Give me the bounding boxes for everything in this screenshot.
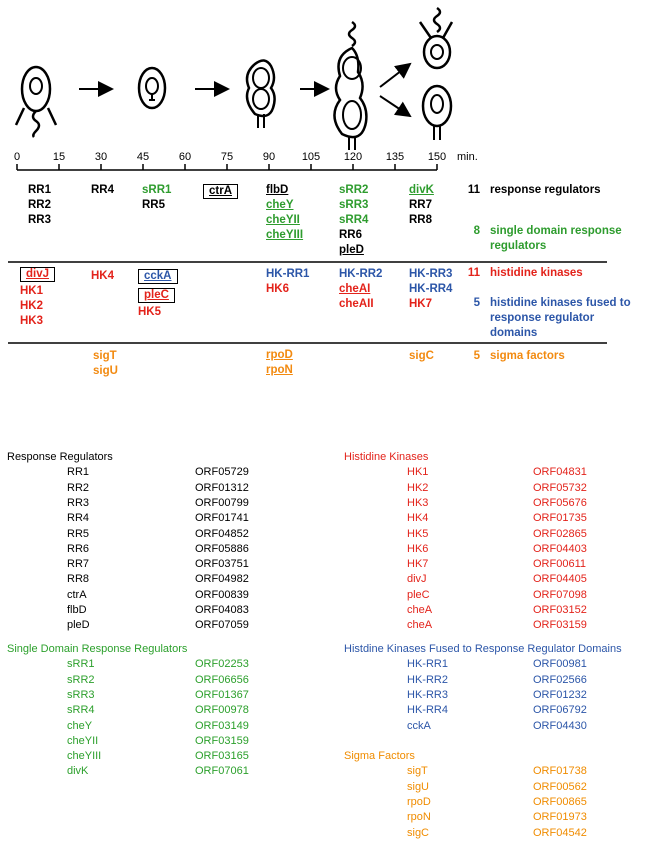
gene-name: RR1 <box>67 466 90 479</box>
gene-name: HK7 <box>407 558 429 571</box>
gene-group <box>266 348 293 378</box>
gene-name: sigC <box>407 826 430 839</box>
gene-name: rpoN <box>407 811 431 824</box>
orf-id: ORF02865 <box>533 527 587 540</box>
elongated-cell <box>247 60 275 128</box>
gene-group <box>28 183 51 228</box>
gene-label: RR8 <box>409 214 433 226</box>
gene-name: sigT <box>407 765 428 778</box>
gene-name: RR6 <box>67 542 90 555</box>
gene-name: sRR1 <box>67 658 95 671</box>
orf-id: ORF01735 <box>533 512 587 525</box>
summary-text: histidine kinases fused to response regulator domains <box>490 297 631 339</box>
gene-label: pleD <box>339 244 364 256</box>
tick-label: 150 <box>427 151 447 163</box>
gene-name: HK-RR2 <box>407 673 448 686</box>
gene-label: sRR3 <box>339 199 369 211</box>
gene-label: sRR4 <box>339 214 369 226</box>
orf-id: ORF05886 <box>195 542 249 555</box>
gene-label: HK-RR4 <box>409 283 453 295</box>
gene-group <box>339 267 382 312</box>
gene-label: RR6 <box>339 229 363 241</box>
orf-id: ORF04831 <box>533 466 587 479</box>
gene-label: HK4 <box>91 270 115 282</box>
orf-id: ORF07059 <box>195 619 249 632</box>
table-title: Sigma Factors <box>344 750 415 762</box>
gene-group <box>266 267 309 297</box>
gene-group <box>409 183 434 228</box>
daughter-stalked-cell <box>423 86 451 140</box>
arrow-4 <box>380 64 410 87</box>
gene-name: HK4 <box>407 512 429 525</box>
gene-name: HK2 <box>407 481 429 494</box>
orf-id: ORF00865 <box>533 795 587 808</box>
gene-name: cckA <box>407 719 431 732</box>
orf-id: ORF04852 <box>195 527 249 540</box>
summary-count: 11 <box>467 267 480 279</box>
gene-label: HK6 <box>266 283 290 295</box>
gene-label: HK-RR3 <box>409 268 453 280</box>
orf-id: ORF05676 <box>533 496 587 509</box>
gene-label: RR4 <box>91 184 115 196</box>
tick-label: 45 <box>136 151 150 163</box>
gene-group <box>142 183 171 213</box>
timeline-unit: min. <box>457 151 478 163</box>
table-title: Response Regulators <box>7 451 113 463</box>
gene-name: cheYII <box>67 734 99 747</box>
orf-id: ORF03751 <box>195 558 249 571</box>
predivisional-cell <box>334 22 366 150</box>
summary-text: histidine kinases <box>490 267 583 279</box>
gene-name: HK-RR4 <box>407 704 448 717</box>
arrow-5 <box>380 96 410 116</box>
gene-name: divJ <box>407 573 427 586</box>
orf-id: ORF01367 <box>195 688 249 701</box>
gene-name: cheY <box>67 719 93 732</box>
orf-id: ORF00839 <box>195 588 249 601</box>
gene-group <box>20 265 55 329</box>
table-title: Histdine Kinases Fused to Response Regulator Domains <box>344 643 622 655</box>
orf-id: ORF07061 <box>195 765 249 778</box>
gene-label: HK-RR2 <box>339 268 383 280</box>
gene-name: HK5 <box>407 527 429 540</box>
gene-label: cheYII <box>266 214 300 226</box>
summary-count: 11 <box>467 184 480 196</box>
gene-label: HK5 <box>138 306 162 318</box>
gene-group <box>409 349 434 364</box>
gene-label: HK2 <box>20 300 44 312</box>
gene-name: cheA <box>407 604 433 616</box>
gene-label: HK3 <box>20 315 44 327</box>
gene-name: HK-RR3 <box>407 688 448 701</box>
gene-label: sigU <box>93 365 118 377</box>
gene-name: HK3 <box>407 496 429 509</box>
tick-label: 60 <box>178 151 192 163</box>
gene-name: RR8 <box>67 573 90 586</box>
gene-label: HK-RR1 <box>266 268 310 280</box>
gene-name: pleD <box>67 619 90 632</box>
tick-label: 120 <box>343 151 363 163</box>
gene-group <box>203 182 238 201</box>
gene-label: rpoN <box>266 364 293 376</box>
summary-text: single domain response regulators <box>490 225 622 252</box>
gene-name: rpoD <box>407 795 431 808</box>
orf-id: ORF05729 <box>195 466 249 479</box>
summary-text: sigma factors <box>490 350 565 362</box>
gene-label: RR7 <box>409 199 433 211</box>
gene-name: divK <box>67 765 89 778</box>
orf-id: ORF00611 <box>533 558 586 571</box>
orf-id: ORF00981 <box>533 658 587 671</box>
gene-label: RR5 <box>142 199 166 211</box>
gene-label: cheAI <box>339 283 371 295</box>
orf-id: ORF06656 <box>195 673 249 686</box>
gene-label: RR2 <box>28 199 52 211</box>
gene-name: sRR3 <box>67 688 95 701</box>
timeline-ticks <box>14 151 478 170</box>
tick-label: 75 <box>220 151 234 163</box>
gene-label: ctrA <box>203 184 238 199</box>
gene-name: flbD <box>67 604 87 616</box>
gene-label: divK <box>409 184 434 196</box>
orf-id: ORF02566 <box>533 673 587 686</box>
gene-label: cheAII <box>339 298 374 310</box>
table-title: Histidine Kinases <box>344 451 429 463</box>
gene-group <box>339 183 368 258</box>
orf-id: ORF03165 <box>195 750 249 763</box>
summary-count: 5 <box>473 350 480 362</box>
gene-name: RR4 <box>67 512 90 525</box>
orf-id: ORF01312 <box>195 481 249 494</box>
gene-label: RR1 <box>28 184 52 196</box>
gene-name: RR2 <box>67 481 90 494</box>
gene-name: RR7 <box>67 558 90 571</box>
orf-id: ORF02253 <box>195 658 249 671</box>
gene-group <box>266 183 303 243</box>
table-title: Single Domain Response Regulators <box>7 643 188 655</box>
gene-group <box>409 267 452 312</box>
orf-id: ORF04542 <box>533 826 587 839</box>
gene-label: RR3 <box>28 214 52 226</box>
orf-id: ORF04982 <box>195 573 249 586</box>
orf-id: ORF04403 <box>533 542 587 555</box>
orf-id: ORF04405 <box>533 573 587 586</box>
orf-id: ORF03149 <box>195 719 249 732</box>
orf-id: ORF00562 <box>533 780 587 793</box>
orf-id: ORF07098 <box>533 588 587 601</box>
orf-id: ORF03152 <box>533 604 587 616</box>
gene-name: cheYIII <box>67 750 102 763</box>
orf-id: ORF01741 <box>195 512 249 525</box>
tick-label: 15 <box>52 151 66 163</box>
gene-group <box>93 349 118 379</box>
tick-label: 105 <box>301 151 321 163</box>
gene-name: sigU <box>407 780 430 793</box>
gene-name: sRR2 <box>67 673 95 686</box>
gene-name: HK6 <box>407 542 429 555</box>
gene-name: ctrA <box>67 588 87 601</box>
gene-label: sRR1 <box>142 184 172 196</box>
gene-name: cheA <box>407 619 433 632</box>
gene-label: cheYIII <box>266 229 304 241</box>
gene-group <box>91 269 114 284</box>
orf-id: ORF04430 <box>533 719 587 732</box>
orf-id: ORF06792 <box>533 704 587 717</box>
gene-label: cheY <box>266 199 294 211</box>
daughter-swarmer-cell <box>420 8 452 68</box>
tick-label: 0 <box>13 151 21 163</box>
gene-label: pleC <box>138 288 175 303</box>
gene-name: sRR4 <box>67 704 95 717</box>
orf-id: ORF01738 <box>533 765 587 778</box>
orf-id: ORF00799 <box>195 496 249 509</box>
gene-name: pleC <box>407 588 430 601</box>
gene-group <box>91 183 114 198</box>
gene-label: sigC <box>409 350 434 362</box>
gene-group <box>138 267 178 320</box>
summary-count: 8 <box>473 225 480 237</box>
orf-id: ORF00978 <box>195 704 249 717</box>
gene-label: divJ <box>20 267 55 282</box>
gene-label: cckA <box>138 269 178 284</box>
gene-name: HK-RR1 <box>407 658 448 671</box>
tick-label: 30 <box>94 151 108 163</box>
gene-label: HK1 <box>20 285 44 297</box>
tick-label: 135 <box>385 151 405 163</box>
gene-label: flbD <box>266 184 289 196</box>
orf-id: ORF04083 <box>195 604 249 616</box>
gene-label: HK7 <box>409 298 433 310</box>
stalked-cell <box>139 68 165 108</box>
orf-id: ORF03159 <box>533 619 587 632</box>
gene-label: sRR2 <box>339 184 369 196</box>
orf-id: ORF03159 <box>195 734 249 747</box>
orf-id: ORF01973 <box>533 811 587 824</box>
gene-name: HK1 <box>407 466 429 479</box>
summary-count: 5 <box>473 297 480 309</box>
gene-label: rpoD <box>266 349 293 361</box>
summary-text: response regulators <box>490 184 601 196</box>
gene-label: sigT <box>93 350 117 362</box>
swarmer-cell <box>16 67 56 137</box>
tick-label: 90 <box>262 151 276 163</box>
orf-id: ORF01232 <box>533 688 587 701</box>
orf-id: ORF05732 <box>533 481 587 494</box>
gene-name: RR3 <box>67 496 90 509</box>
gene-name: RR5 <box>67 527 90 540</box>
